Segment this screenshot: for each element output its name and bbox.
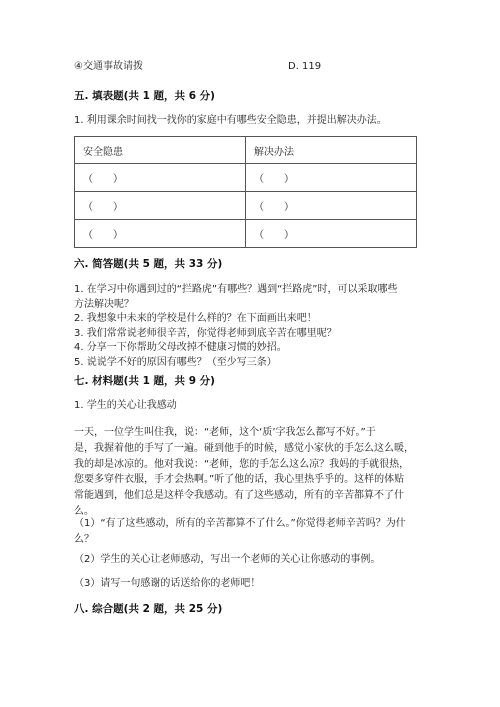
- option-text-4: ④交通事故请拨: [74, 61, 143, 72]
- sub-question-1: [74, 516, 426, 548]
- question-text: 1. 利用课余时间找一找你的家庭中有哪些安全隐患，并提出解决办法。: [74, 115, 387, 126]
- question-text: 么？: [74, 533, 94, 545]
- question-text: 4. 分享一下你帮助父母改掉不健康习惯的妙招。: [74, 342, 287, 354]
- question-list: [74, 283, 426, 371]
- answer-blank[interactable]: （ ）: [246, 220, 417, 248]
- question-text: 2. 我想象中未来的学校是什么样的？在下面画出来吧！: [74, 313, 317, 325]
- question-text: 5. 说说学不好的原因有哪些？（至少写三条）: [74, 356, 277, 368]
- answer-blank[interactable]: （ ）: [246, 164, 417, 192]
- question-text: 方法解决呢？: [74, 298, 134, 310]
- section-heading-comprehensive: 八. 综合题(共 2 题，共 25 分): [74, 603, 223, 615]
- question-text: （1）“有了这些感动，所有的辛苦都算不了什么。”你觉得老师辛苦吗？为什: [74, 518, 406, 529]
- table-row: [75, 192, 417, 220]
- option-text-d: D. 119: [288, 61, 322, 72]
- passage-line: 么。: [74, 505, 94, 517]
- table-header-cell: 安全隐患: [75, 137, 246, 164]
- answer-blank[interactable]: （ ）: [75, 164, 246, 192]
- answer-blank[interactable]: （ ）: [246, 192, 417, 220]
- answer-blank[interactable]: （ ）: [75, 220, 246, 248]
- table-header-row: [75, 137, 417, 164]
- question-text: 3. 我们常常说老师很辛苦，你觉得老师到底辛苦在哪里呢？: [74, 327, 337, 339]
- section-heading-short-answer: 六. 简答题(共 5 题，共 33 分): [74, 258, 223, 270]
- table-header-cell: 解决办法: [246, 137, 417, 164]
- safety-table: [74, 136, 417, 248]
- section-heading-fill-table: 五. 填表题(共 1 题，共 6 分): [74, 90, 215, 102]
- section-heading-material: 七. 材料题(共 1 题，共 9 分): [74, 375, 215, 387]
- passage-line: 您要多穿件衣服，手才会热啊。”听了他的话，我心里热乎乎的。这样的体贴: [74, 474, 405, 486]
- passage-line: 常能遇到，他们总是这样令我感动。有了这些感动，所有的辛苦都算不了什: [74, 490, 404, 502]
- passage-line: 一天，一位学生叫住我，说：“老师，这个‘质’字我怎么都写不好。”于: [74, 427, 376, 438]
- sub-question-3: （3）请写一句感谢的话送给你的老师吧！: [74, 578, 261, 589]
- answer-blank[interactable]: （ ）: [75, 192, 246, 220]
- question-text: 1. 在学习中你遇到过的“拦路虎”有哪些？遇到“拦路虎”时，可以采取哪些: [74, 284, 398, 295]
- material-title: 1. 学生的关心让我感动: [74, 400, 177, 411]
- table-row: [75, 164, 417, 192]
- passage-line: 是，我握着他的手写了一遍。碰到他手的时候，感觉小家伙的手怎么这么暖，: [74, 442, 414, 454]
- passage-line: 我的却是冰凉的。他对我说：“老师，您的手怎么这么凉？我妈的手就很热，: [74, 458, 410, 470]
- sub-question-2: （2）学生的关心让老师感动，写出一个老师的关心让你感动的事例。: [74, 554, 381, 565]
- table-row: [75, 220, 417, 248]
- material-passage: [74, 425, 426, 520]
